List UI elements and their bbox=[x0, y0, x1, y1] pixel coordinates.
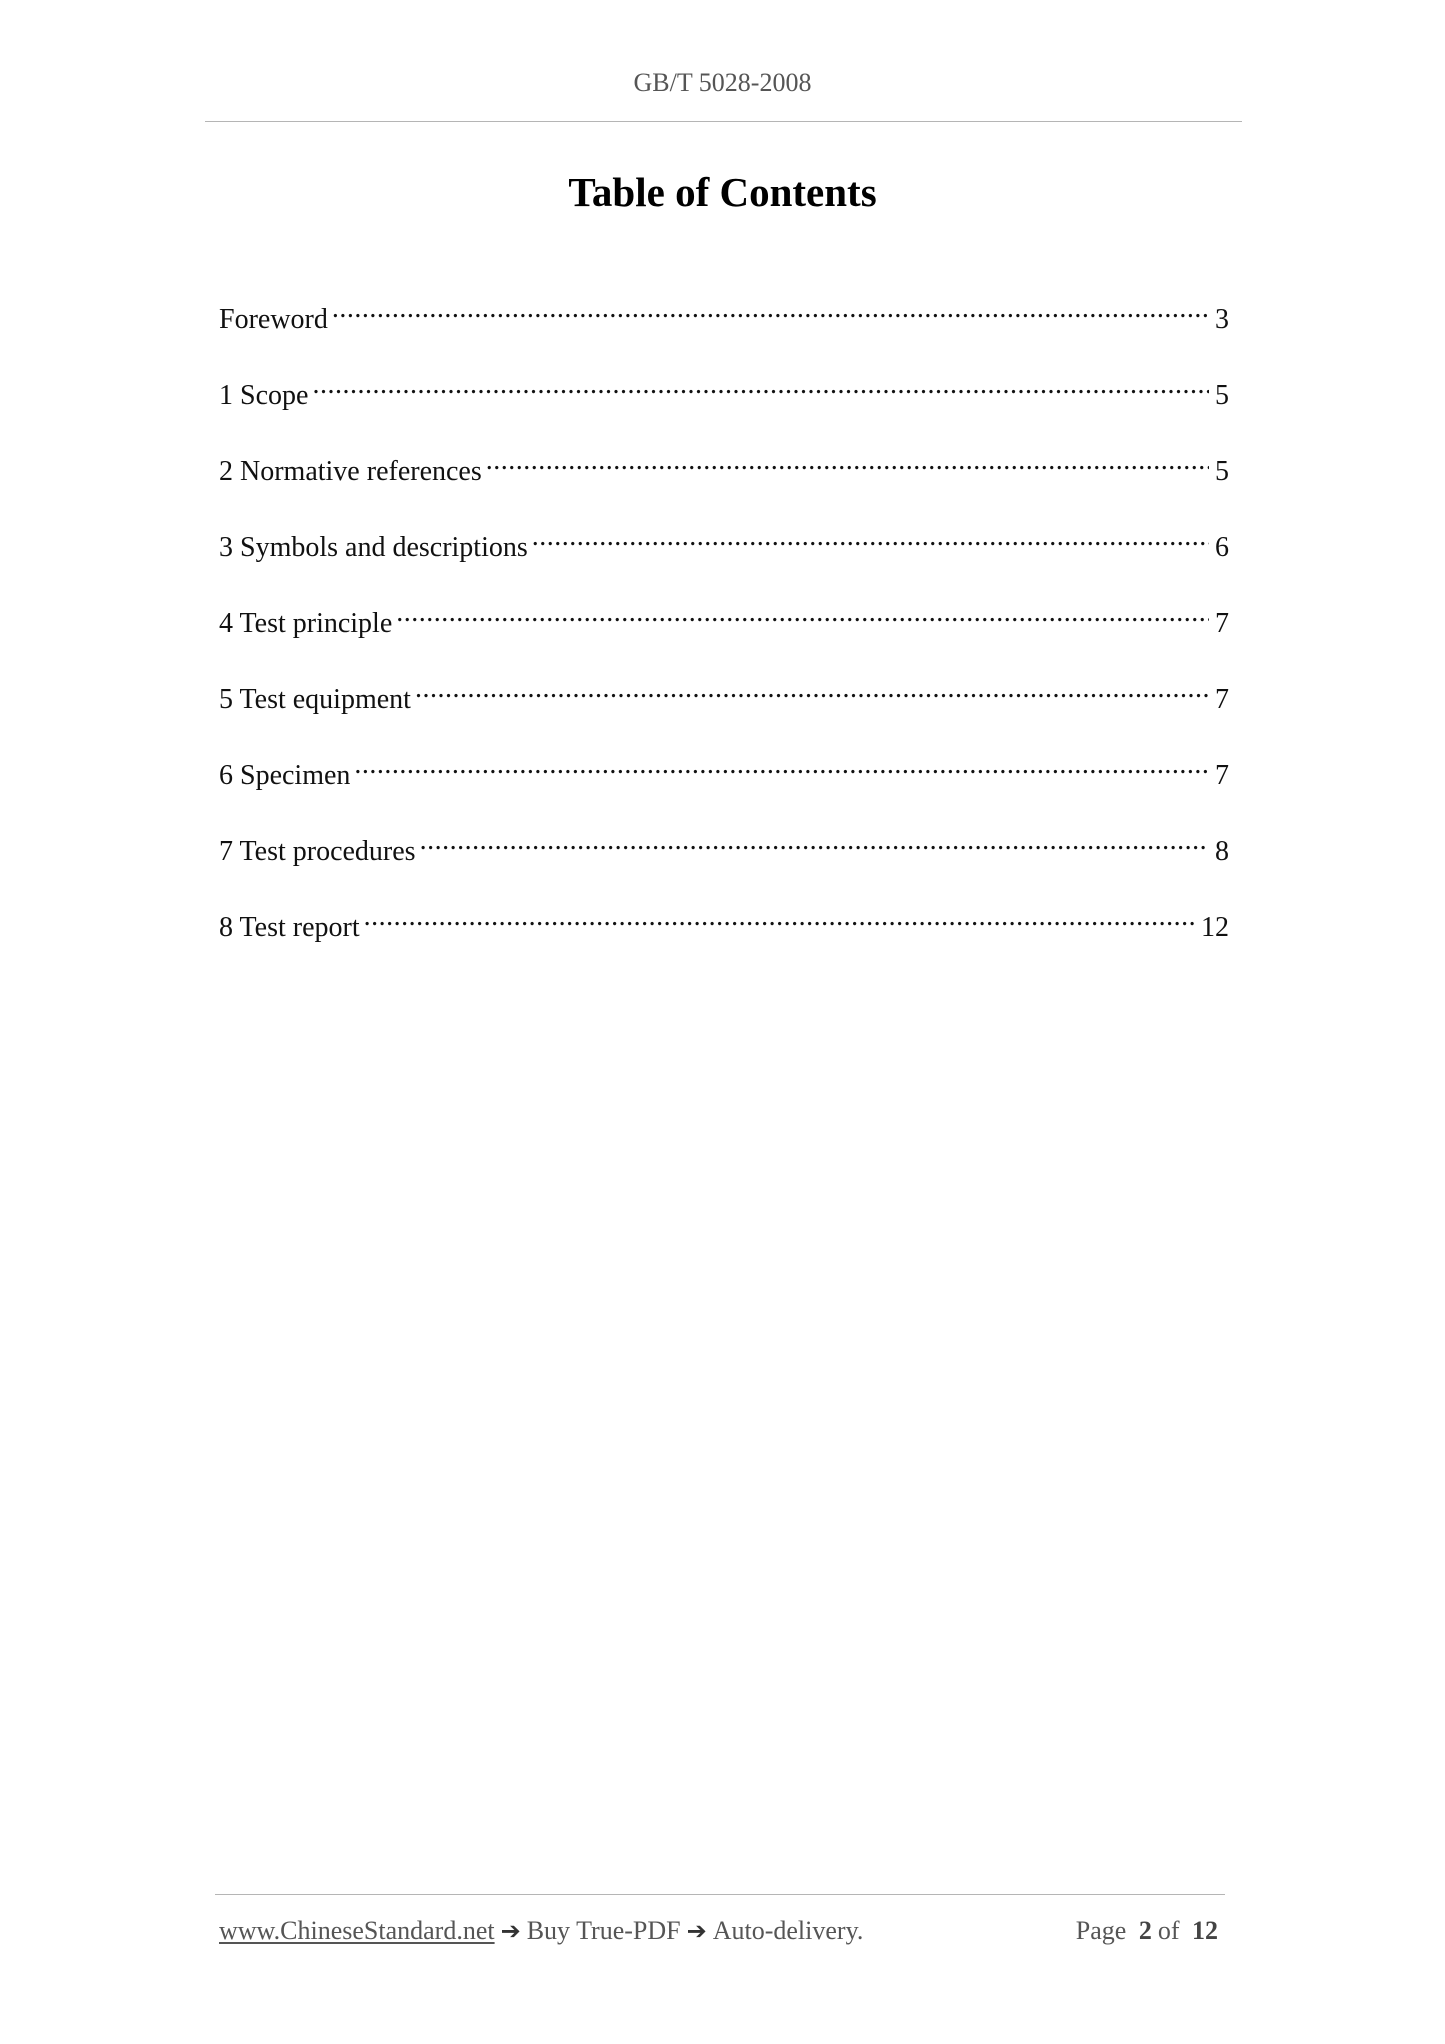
toc-dot-leader bbox=[415, 670, 1209, 708]
toc-dot-leader bbox=[420, 822, 1209, 860]
page-title: Table of Contents bbox=[568, 169, 877, 215]
toc-dot-leader bbox=[332, 290, 1209, 328]
toc-entry-test-report[interactable] bbox=[219, 898, 1229, 974]
toc-entry-symbols-and-descriptions[interactable] bbox=[219, 518, 1229, 594]
toc-dot-leader bbox=[312, 366, 1209, 404]
toc-entry-label: 7 Test procedures bbox=[219, 836, 416, 867]
toc-dot-leader bbox=[364, 898, 1195, 936]
total-pages-number: 12 bbox=[1192, 1916, 1218, 1945]
footer bbox=[219, 1916, 1224, 1956]
page-word: Page bbox=[1075, 1916, 1127, 1945]
footer-promo bbox=[219, 1916, 863, 1946]
footer-divider bbox=[215, 1894, 1225, 1895]
header-divider bbox=[205, 121, 1242, 122]
toc-entry-label: 4 Test principle bbox=[219, 608, 393, 639]
toc-entry-page: 7 bbox=[1215, 684, 1229, 715]
toc-dot-leader bbox=[532, 518, 1209, 556]
toc-entry-page: 5 bbox=[1215, 380, 1229, 411]
toc-entry-label: 8 Test report bbox=[219, 912, 360, 943]
right-arrow-icon: ➔ bbox=[500, 1917, 521, 1945]
toc-entry-foreword[interactable] bbox=[219, 290, 1229, 366]
toc-dot-leader bbox=[396, 594, 1209, 632]
toc-entry-page: 3 bbox=[1215, 304, 1229, 335]
of-word: of bbox=[1157, 1916, 1180, 1945]
toc-entry-page: 7 bbox=[1215, 760, 1229, 791]
buy-true-pdf-text: Buy True-PDF bbox=[526, 1916, 681, 1945]
page-indicator bbox=[1076, 1916, 1224, 1946]
right-arrow-icon: ➔ bbox=[686, 1917, 707, 1945]
toc-entry-page: 8 bbox=[1215, 836, 1229, 867]
toc-entry-label: 3 Symbols and descriptions bbox=[219, 532, 528, 563]
toc-entry-page: 5 bbox=[1215, 456, 1229, 487]
toc-entry-label: 1 Scope bbox=[219, 380, 309, 411]
toc-entry-label: 5 Test equipment bbox=[219, 684, 411, 715]
auto-delivery-text: Auto-delivery. bbox=[712, 1916, 864, 1945]
toc-entry-test-equipment[interactable] bbox=[219, 670, 1229, 746]
toc-dot-leader bbox=[354, 746, 1209, 784]
current-page-number: 2 bbox=[1138, 1916, 1152, 1945]
toc-entry-scope[interactable] bbox=[219, 366, 1229, 442]
toc-entry-label: 6 Specimen bbox=[219, 760, 351, 791]
site-link[interactable]: www.ChineseStandard.net bbox=[219, 1916, 495, 1945]
toc-entry-label: 2 Normative references bbox=[219, 456, 482, 487]
toc-entry-page: 12 bbox=[1201, 912, 1229, 943]
toc-entry-specimen[interactable] bbox=[219, 746, 1229, 822]
header-standard-code: GB/T 5028-2008 bbox=[633, 68, 812, 97]
toc-entry-test-principle[interactable] bbox=[219, 594, 1229, 670]
toc-entry-label: Foreword bbox=[219, 304, 328, 335]
toc-list bbox=[219, 290, 1229, 974]
toc-entry-normative-references[interactable] bbox=[219, 442, 1229, 518]
toc-entry-page: 7 bbox=[1215, 608, 1229, 639]
toc-dot-leader bbox=[486, 442, 1209, 480]
toc-entry-test-procedures[interactable] bbox=[219, 822, 1229, 898]
toc-entry-page: 6 bbox=[1215, 532, 1229, 563]
